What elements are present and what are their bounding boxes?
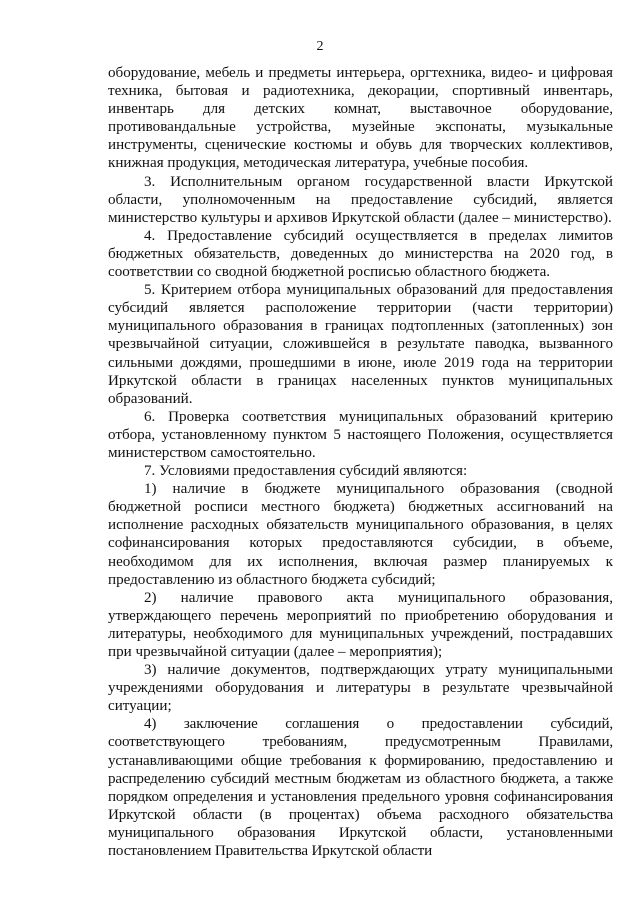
paragraph-item-7: 7. Условиями предоставления субсидий являются:	[144, 463, 468, 480]
paragraph-item-4: 4. Предоставление субсидий осуществляется в пределах лимитов бюджетных обязательств, доведенных до министерства на 2020 год, в соответствии со сводной бюджетной росписью областного бюджета.	[108, 227, 613, 281]
paragraph-item-3: 3. Исполнительным органом государственной власти Иркутской области, уполномоченным на предоставление субсидий, является министерство культуры и архивов Иркутской области (далее – министерство).	[108, 173, 613, 226]
document-body	[108, 64, 613, 860]
paragraph-condition-4: 4) заключение соглашения о предоставлении субсидий, соответствующего требованиям, предусмотренным Правилами, устанавливающими общие требования к формированию, предоставлению и распределению субсидий местным бюджетам из областного бюджета, а также порядком определения и установления предельного уровня софинансирования Иркутской области (в процентах) объема расходного обязательства муниципального образования Иркутской области, установленными постановлением Правительства Иркутской области	[108, 716, 613, 860]
paragraph-condition-3: 3) наличие документов, подтверждающих утрату муниципальными учреждениями оборудования и литературы в результате чрезвычайной ситуации;	[108, 662, 613, 715]
page-number: 2	[316, 39, 324, 54]
paragraph-item-5: 5. Критерием отбора муниципальных образований для предоставления субсидий является расположение территории (части территории) муниципального образования в границах подтопленных (затопленных) зон чрезвычайной ситуации, сложившейся в результате паводка, вызванного сильными дождями, прошедшими в июне, июле 2019 года на территории Иркутской области в границах населенных пунктов муниципальных образований.	[108, 282, 613, 407]
paragraph-condition-1: 1) наличие в бюджете муниципального образования (сводной бюджетной росписи местного бюджета) бюджетных ассигнований на исполнение расходных обязательств муниципального образования, в целях софинансирования которых предоставляются субсидии, в объеме, необходимом для их исполнения, включая размер планируемых к предоставлению из областного бюджета субсидий;	[108, 481, 613, 588]
paragraph-condition-2: 2) наличие правового акта муниципального образования, утверждающего перечень мероприятий по приобретению оборудования и литературы, необходимого для муниципальных учреждений, пострадавших при чрезвычайной ситуации (далее – мероприятия);	[108, 589, 613, 660]
paragraph-item-6: 6. Проверка соответствия муниципальных образований критерию отбора, установленному пунктом 5 настоящего Положения, осуществляется министерством самостоятельно.	[108, 408, 613, 461]
paragraph-equipment-list: оборудование, мебель и предметы интерьера, оргтехника, видео- и цифровая техника, бытовая и радиотехника, декорации, спортивный инвентарь, инвентарь для детских комнат, выставочное оборудование, противовандальные устройства, музейные экспонаты, музыкальные инструменты, сценические костюмы и обувь для творческих коллективов, книжная продукция, методическая литература, учебные пособия.	[108, 65, 613, 172]
